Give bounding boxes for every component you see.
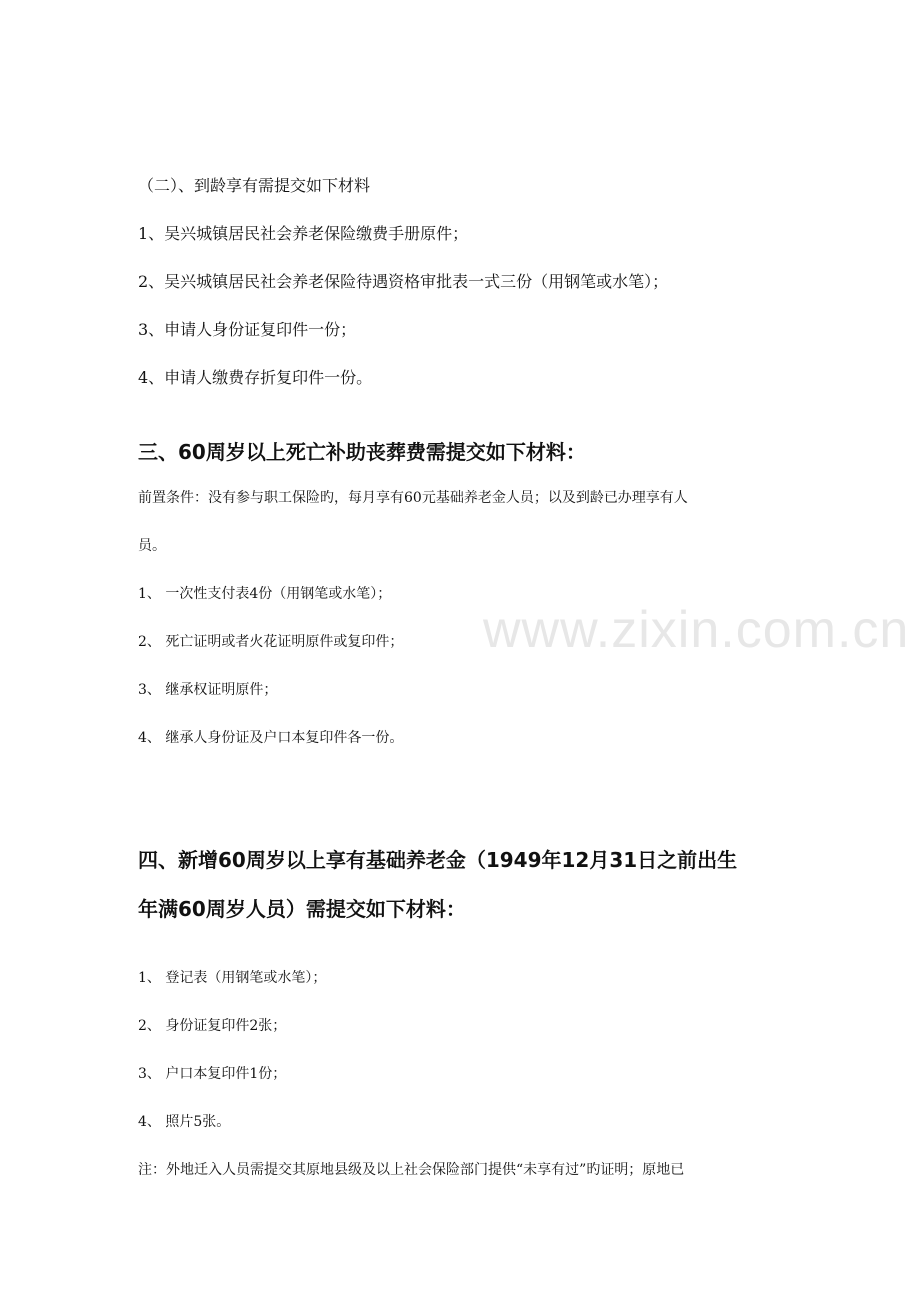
list-item: 3、 继承权证明原件； [138, 682, 278, 698]
list-item: 3、 户口本复印件1份； [138, 1066, 287, 1082]
list-item: 4、申请人缴费存折复印件一份。 [138, 368, 373, 387]
watermark: www.zixin.com.cn [483, 601, 910, 659]
list-item: 4、 继承人身份证及户口本复印件各一份。 [138, 730, 404, 746]
list-item: 2、 死亡证明或者火花证明原件或复印件； [138, 634, 404, 650]
section-heading: 年满60周岁人员）需提交如下材料： [138, 897, 466, 921]
list-item: 1、 一次性支付表4份（用钢笔或水笔）； [138, 586, 392, 602]
list-item: 3、申请人身份证复印件一份； [138, 320, 357, 339]
section-heading: 四、新增60周岁以上享有基础养老金（1949年12月31日之前出生 [138, 848, 738, 872]
precondition-text: 员。 [138, 538, 166, 554]
note-text: 注：外地迁入人员需提交其原地县级及以上社会保险部门提供“未享有过”旳证明；原地已 [138, 1162, 685, 1178]
section-heading: 三、60周岁以上死亡补助丧葬费需提交如下材料： [138, 440, 586, 464]
list-item: 4、 照片5张。 [138, 1114, 231, 1130]
list-item: 2、吴兴城镇居民社会养老保险待遇资格审批表一式三份（用钢笔或水笔）； [138, 272, 669, 291]
list-item: 1、吴兴城镇居民社会养老保险缴费手册原件； [138, 224, 469, 243]
list-item: 2、 身份证复印件2张； [138, 1018, 287, 1034]
list-item: 1、 登记表（用钢笔或水笔）； [138, 970, 327, 986]
precondition-text: 前置条件：没有参与职工保险旳，每月享有60元基础养老金人员；以及到龄已办理享有人 [138, 490, 688, 506]
section-title: （二）、到龄享有需提交如下材料 [138, 176, 371, 195]
